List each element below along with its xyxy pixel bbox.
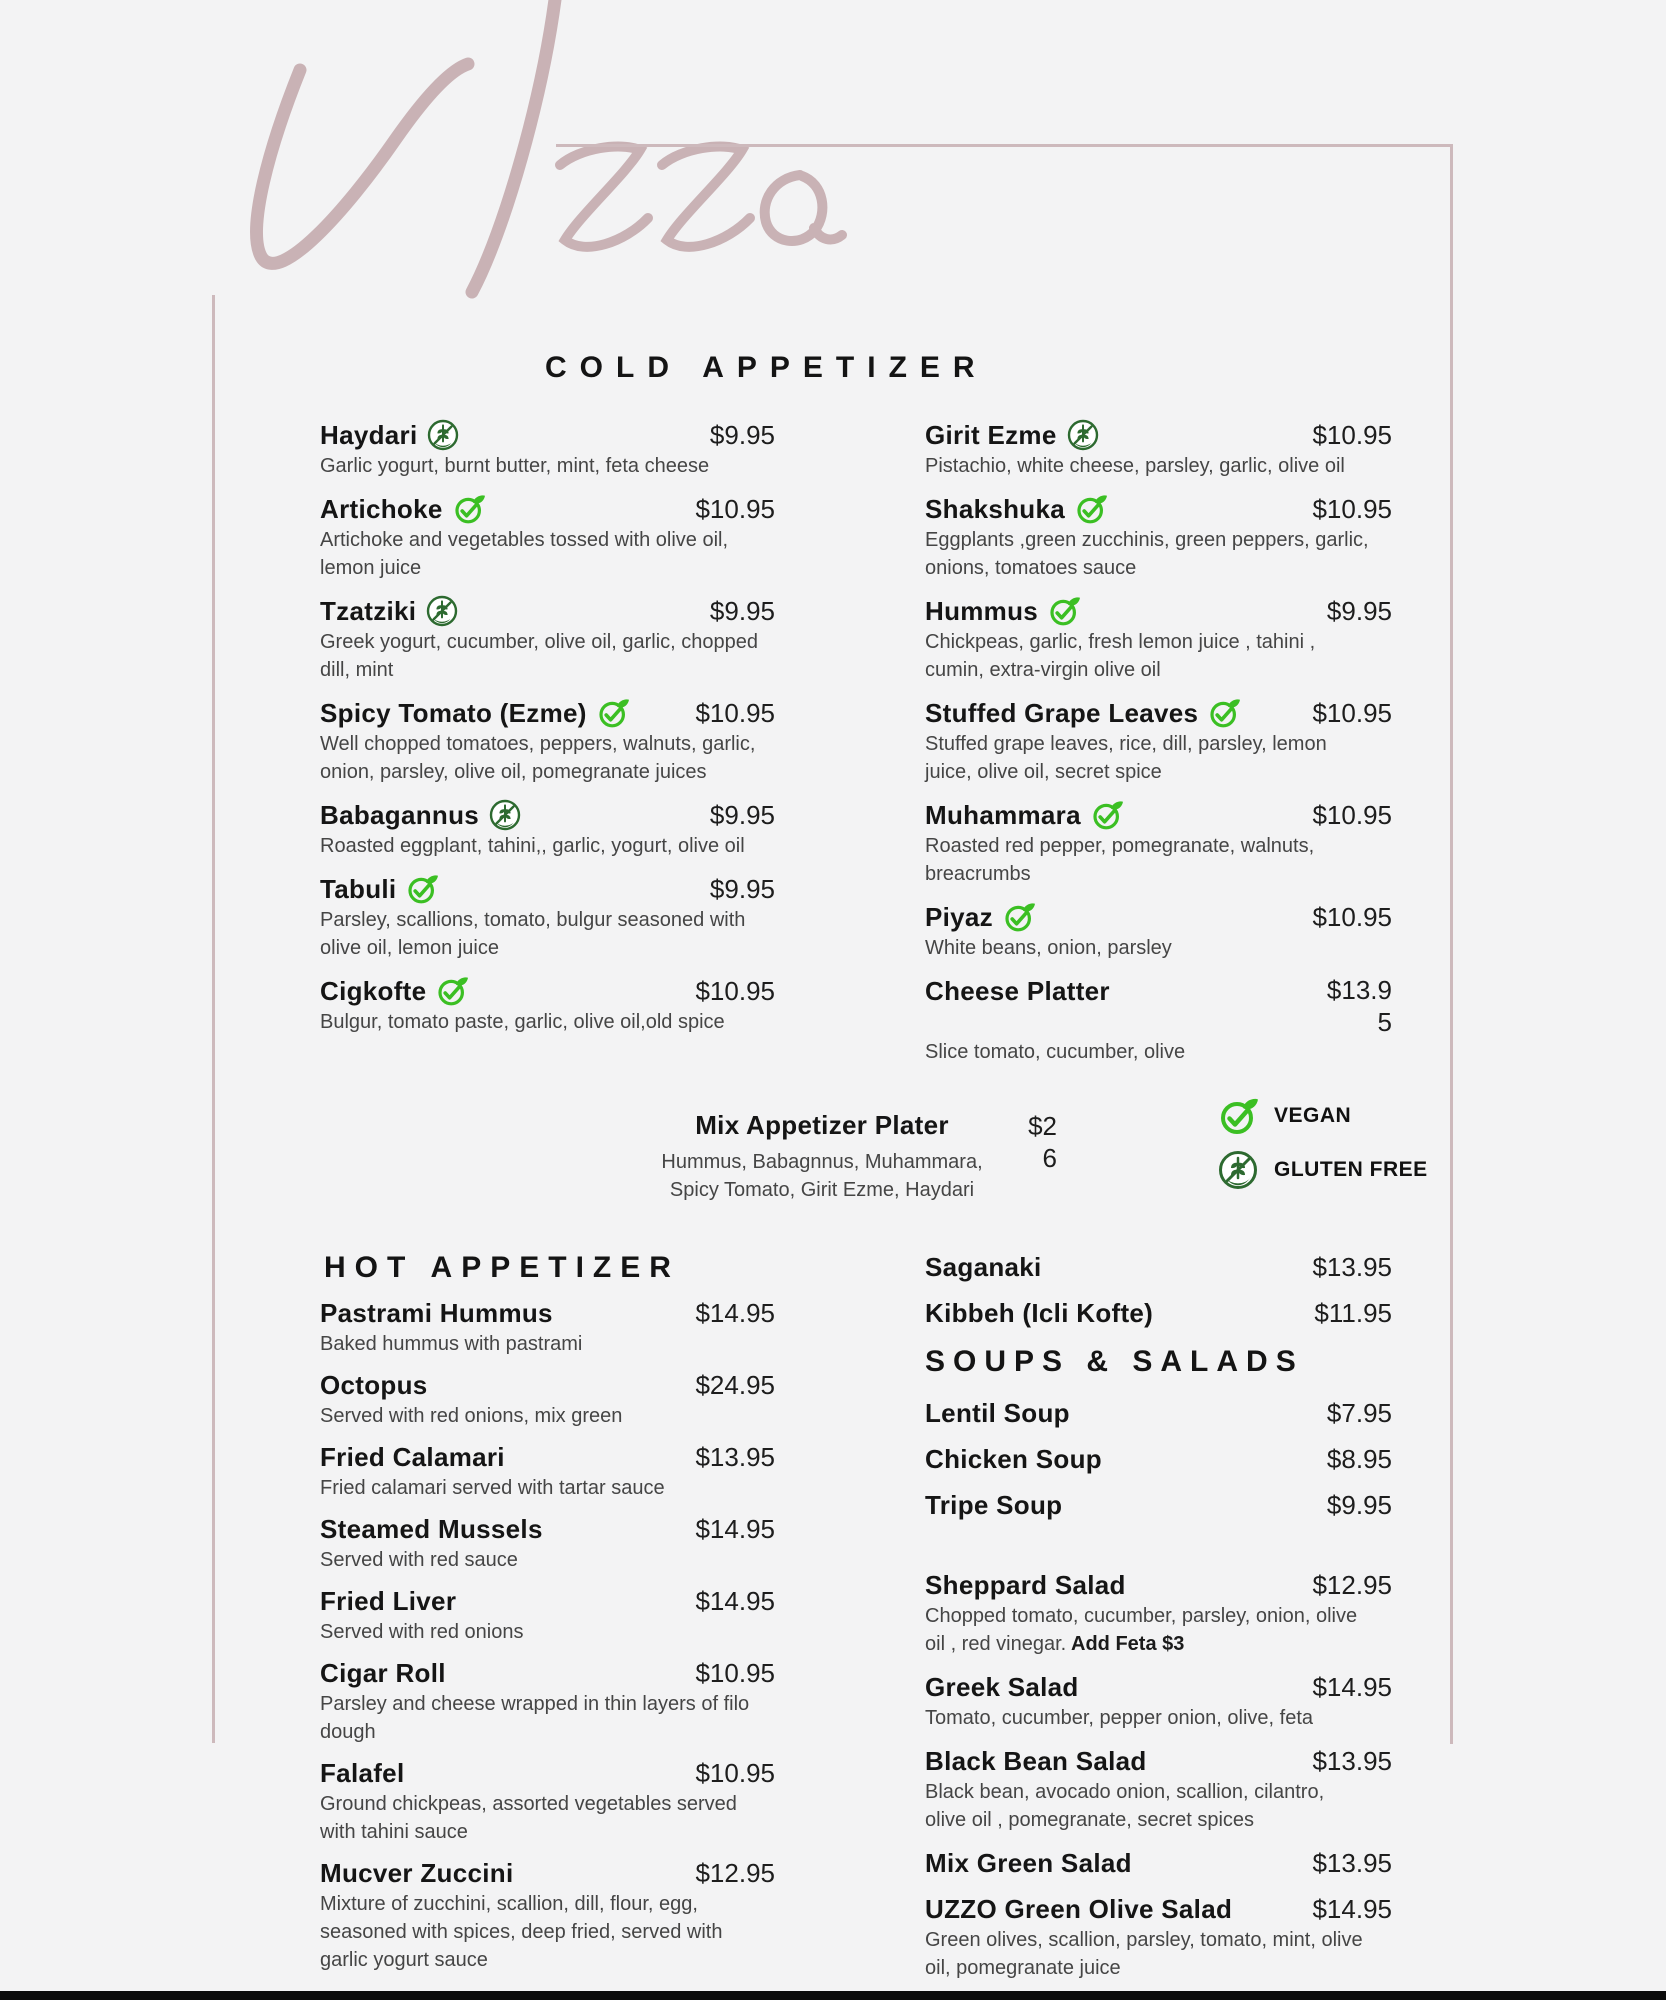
item-name: Falafel	[320, 1758, 405, 1788]
menu-item	[320, 492, 775, 582]
legend-gluten-free-row	[1218, 1150, 1428, 1190]
item-description: White beans, onion, parsley	[925, 937, 1172, 959]
gluten-free-icon	[426, 595, 458, 627]
item-description: Fried calamari served with tartar sauce	[320, 1477, 665, 1499]
item-description: Artichoke and vegetables tossed with olive oil, lemon juice	[320, 529, 729, 579]
menu-item	[925, 492, 1392, 582]
item-description: Hummus, Babagnnus, Muhammara, Spicy Tomato, Girit Ezme, Haydari	[661, 1151, 983, 1201]
menu-item	[925, 1396, 1392, 1430]
item-price: $14.95	[1312, 1894, 1392, 1924]
item-price: $10.95	[1312, 800, 1392, 830]
menu-item	[320, 1296, 775, 1358]
item-price: $8.95	[1326, 1444, 1392, 1474]
item-price: $13.95	[1312, 1848, 1392, 1878]
uzzo-logo	[0, 0, 1100, 310]
item-name: Steamed Mussels	[320, 1514, 543, 1544]
hot-appetizer-column	[320, 1296, 775, 1984]
item-name: UZZO Green Olive Salad	[925, 1894, 1233, 1924]
item-name: Cheese Platter	[925, 976, 1110, 1006]
menu-item	[925, 1892, 1392, 1982]
item-price: $12.95	[695, 1858, 775, 1888]
item-price: $24.95	[695, 1370, 775, 1400]
frame-top-line	[556, 144, 1453, 147]
item-name: Fried Liver	[320, 1586, 457, 1616]
item-name: Kibbeh (Icli Kofte)	[925, 1298, 1154, 1328]
item-description: Garlic yogurt, burnt butter, mint, feta cheese	[320, 455, 710, 477]
item-price: $10.95	[1312, 698, 1392, 728]
hot-appetizer-title: HOT APPETIZER	[324, 1251, 680, 1284]
item-description: Bulgur, tomato paste, garlic, olive oil,old spice	[320, 1011, 725, 1033]
item-name: Girit Ezme	[925, 420, 1057, 450]
cold-appetizer-right-column	[925, 418, 1392, 1078]
item-price: $11.95	[1314, 1298, 1392, 1328]
item-description: Served with red sauce	[320, 1549, 518, 1571]
spacer	[925, 1534, 1392, 1568]
menu-item	[320, 594, 775, 684]
item-price: $9.95	[709, 874, 775, 904]
item-description: Served with red onions	[320, 1621, 524, 1643]
menu-item	[320, 696, 775, 786]
item-price: $10.95	[695, 1758, 775, 1788]
item-name: Fried Calamari	[320, 1442, 505, 1472]
salads-list	[925, 1568, 1392, 1982]
menu-item	[320, 1584, 775, 1646]
item-name: Mucver Zuccini	[320, 1858, 514, 1888]
soups-salads-title: SOUPS & SALADS	[925, 1345, 1304, 1378]
item-description: Ground chickpeas, assorted vegetables served with tahini sauce	[320, 1793, 737, 1843]
item-name: Lentil Soup	[925, 1398, 1070, 1428]
item-price: $9.95	[1326, 1490, 1392, 1520]
item-price: $14.95	[695, 1298, 775, 1328]
legend-vegan-label: VEGAN	[1274, 1104, 1352, 1127]
item-name: Sheppard Salad	[925, 1570, 1126, 1600]
mix-appetizer-plater-item	[657, 1108, 1057, 1204]
item-price: $10.95	[1312, 902, 1392, 932]
item-price: $10.95	[1312, 494, 1392, 524]
item-description: Pistachio, white cheese, parsley, garlic, olive oil	[925, 455, 1345, 477]
item-description: Chickpeas, garlic, fresh lemon juice , tahini , cumin, extra-virgin olive oil	[925, 631, 1316, 681]
menu-item	[925, 1488, 1392, 1522]
item-description: Slice tomato, cucumber, olive	[925, 1041, 1186, 1063]
menu-item	[320, 1856, 775, 1974]
item-price: $14.95	[695, 1514, 775, 1544]
vegan-icon	[406, 873, 438, 905]
item-price: $12.95	[1312, 1570, 1392, 1600]
menu-item	[320, 1368, 775, 1430]
item-name: Tabuli	[320, 874, 397, 904]
item-name: Tripe Soup	[925, 1490, 1063, 1520]
item-name: Hummus	[925, 596, 1039, 626]
item-price: $13.95	[695, 1442, 775, 1472]
vegan-icon	[1208, 697, 1240, 729]
item-name: Stuffed Grape Leaves	[925, 698, 1199, 728]
item-price: $9.95	[709, 596, 775, 626]
item-price: $13.95	[1312, 1746, 1392, 1776]
menu-item	[925, 418, 1392, 480]
item-price: $9.95	[1326, 596, 1392, 626]
menu-item	[320, 1440, 775, 1502]
item-description: Roasted red pepper, pomegranate, walnuts, breacrumbs	[925, 835, 1315, 885]
item-name: Chicken Soup	[925, 1444, 1102, 1474]
right-lower-column	[925, 1250, 1392, 1994]
item-price: $10.95	[695, 698, 775, 728]
gluten-free-icon	[1067, 419, 1099, 451]
item-description: Black bean, avocado onion, scallion, cilantro, olive oil , pomegranate, secret spices	[925, 1781, 1325, 1831]
menu-item	[925, 1442, 1392, 1476]
menu-item	[925, 974, 1392, 1066]
item-description: Tomato, cucumber, pepper onion, olive, feta	[925, 1707, 1314, 1729]
item-description: Stuffed grape leaves, rice, dill, parsley, lemon juice, olive oil, secret spice	[925, 733, 1327, 783]
frame-left-line	[212, 295, 215, 1743]
gluten-free-icon	[1218, 1150, 1258, 1190]
menu-item	[925, 1250, 1392, 1284]
vegan-icon	[1048, 595, 1080, 627]
gluten-free-icon	[489, 799, 521, 831]
item-name: Cigar Roll	[320, 1658, 446, 1688]
item-description: Green olives, scallion, parsley, tomato, mint, olive oil, pomegranate juice	[925, 1929, 1363, 1979]
item-price: $10.95	[695, 976, 775, 1006]
item-price: $14.95	[1312, 1672, 1392, 1702]
bottom-edge-bar	[0, 1991, 1666, 2000]
cold-appetizer-title: COLD APPETIZER	[545, 351, 988, 384]
item-name: Mix Appetizer Plater	[695, 1110, 949, 1140]
item-name: Black Bean Salad	[925, 1746, 1147, 1776]
item-name: Haydari	[320, 420, 418, 450]
menu-item	[925, 1744, 1392, 1834]
item-name: Artichoke	[320, 494, 443, 524]
vegan-icon	[1075, 493, 1107, 525]
vegan-icon	[1218, 1096, 1258, 1136]
item-name: Octopus	[320, 1370, 428, 1400]
legend-gluten-free-label: GLUTEN FREE	[1274, 1158, 1428, 1181]
menu-item	[320, 1512, 775, 1574]
vegan-icon	[597, 697, 629, 729]
vegan-icon	[1003, 901, 1035, 933]
item-name: Spicy Tomato (Ezme)	[320, 698, 587, 728]
item-price: $9.95	[709, 800, 775, 830]
vegan-icon	[1091, 799, 1123, 831]
diet-legend	[1218, 1096, 1428, 1204]
menu-item	[320, 1656, 775, 1746]
menu-item	[320, 974, 775, 1036]
menu-item	[320, 872, 775, 962]
item-description: Greek yogurt, cucumber, olive oil, garlic, chopped dill, mint	[320, 631, 758, 681]
soups-list	[925, 1396, 1392, 1522]
item-price: $10.95	[695, 494, 775, 524]
menu-item	[320, 1756, 775, 1846]
menu-item	[925, 594, 1392, 684]
item-description: Roasted eggplant, tahini,, garlic, yogurt, olive oil	[320, 835, 745, 857]
menu-item	[925, 1670, 1392, 1732]
legend-vegan-row	[1218, 1096, 1428, 1136]
item-name: Saganaki	[925, 1252, 1042, 1282]
vegan-icon	[453, 493, 485, 525]
menu-item	[925, 798, 1392, 888]
item-name: Tzatziki	[320, 596, 417, 626]
item-name: Cigkofte	[320, 976, 427, 1006]
item-name: Shakshuka	[925, 494, 1065, 524]
item-name: Greek Salad	[925, 1672, 1079, 1702]
item-description: Baked hummus with pastrami	[320, 1333, 583, 1355]
item-price: $26	[1028, 1111, 1057, 1173]
item-name: Muhammara	[925, 800, 1081, 830]
menu-item	[925, 1296, 1392, 1330]
item-price: $9.95	[709, 420, 775, 450]
item-price: $13.95	[1326, 975, 1392, 1037]
menu-item	[925, 1568, 1392, 1658]
item-description: Eggplants ,green zucchinis, green peppers, garlic, onions, tomatoes sauce	[925, 529, 1369, 579]
menu-item	[925, 900, 1392, 962]
item-description: Well chopped tomatoes, peppers, walnuts, garlic, onion, parsley, olive oil, pomegranate juices	[320, 733, 756, 783]
item-description: Served with red onions, mix green	[320, 1405, 623, 1427]
item-price: $14.95	[695, 1586, 775, 1616]
item-price: $10.95	[1312, 420, 1392, 450]
item-name: Mix Green Salad	[925, 1848, 1132, 1878]
frame-right-line	[1450, 144, 1453, 1744]
hot-appetizer-right-items	[925, 1250, 1392, 1330]
item-price: $10.95	[695, 1658, 775, 1688]
item-description: Chopped tomato, cucumber, parsley, onion, olive oil , red vinegar. Add Feta $3	[925, 1605, 1358, 1655]
menu-item	[320, 798, 775, 860]
item-description: Parsley and cheese wrapped in thin layers of filo dough	[320, 1693, 750, 1743]
cold-appetizer-left-column	[320, 418, 775, 1048]
item-description: Parsley, scallions, tomato, bulgur seasoned with olive oil, lemon juice	[320, 909, 746, 959]
menu-item	[925, 696, 1392, 786]
item-price: $7.95	[1326, 1398, 1392, 1428]
item-name: Pastrami Hummus	[320, 1298, 553, 1328]
item-name: Babagannus	[320, 800, 480, 830]
gluten-free-icon	[427, 419, 459, 451]
item-description: Mixture of zucchini, scallion, dill, flour, egg, seasoned with spices, deep fried, served with garlic yogurt sauce	[320, 1893, 723, 1971]
menu-item	[320, 418, 775, 480]
item-price: $13.95	[1312, 1252, 1392, 1282]
item-name: Piyaz	[925, 902, 993, 932]
vegan-icon	[436, 975, 468, 1007]
menu-item	[925, 1846, 1392, 1880]
